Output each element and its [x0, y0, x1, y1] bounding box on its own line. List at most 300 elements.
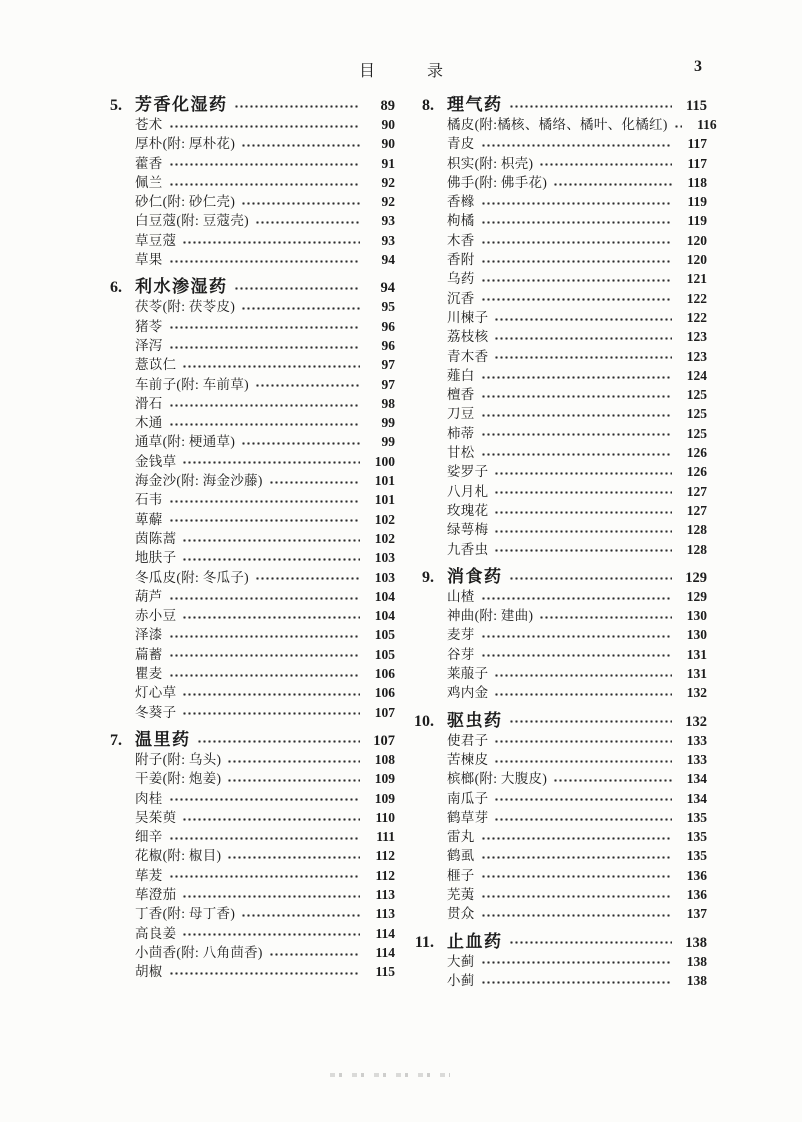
entry-page-number: 91: [381, 155, 395, 171]
entry-page-number: 99: [381, 415, 395, 431]
entry-title: 肉桂: [135, 790, 163, 806]
entry-page-number: 120: [686, 232, 707, 248]
toc-section-row: [407, 931, 707, 952]
section-page-number: 107: [373, 732, 395, 749]
toc-entry-row: [95, 510, 395, 529]
entry-page-number: 104: [374, 588, 395, 604]
entry-title: 地肤子: [135, 550, 177, 566]
entry-page-number: 122: [686, 309, 707, 325]
dot-leader: [227, 769, 360, 788]
entry-title: 绿萼梅: [447, 522, 489, 538]
entry-page-number: 112: [375, 848, 395, 864]
dot-leader: [481, 587, 672, 606]
dot-leader: [481, 424, 672, 443]
toc-entry-row: [407, 115, 717, 134]
dot-leader: [269, 471, 360, 490]
dot-leader: [255, 375, 360, 394]
scan-artifact: [330, 1073, 450, 1077]
dot-leader: [234, 276, 361, 297]
section-title: 止血药: [447, 931, 503, 951]
toc-entry-row: [407, 625, 707, 644]
toc-entry-row: [95, 231, 395, 250]
toc-entry-row: [95, 432, 395, 451]
entry-title: 八月札: [447, 483, 489, 499]
dot-leader: [255, 211, 360, 230]
entry-page-number: 97: [381, 376, 395, 392]
toc-entry-row: [95, 471, 395, 490]
toc-entry-row: [95, 846, 395, 865]
dot-leader: [197, 729, 361, 750]
toc-entry-row: [407, 885, 707, 904]
entry-page-number: 90: [381, 117, 395, 132]
entry-title: 谷芽: [447, 646, 475, 662]
section-number: 9.: [422, 568, 434, 586]
entry-page-number: 102: [374, 511, 395, 527]
entry-title: 丁香(附: 母丁香): [135, 906, 236, 922]
entry-title: 荔枝核: [447, 329, 489, 345]
entry-title: 佩兰: [135, 174, 163, 190]
section-title: 利水渗湿药: [135, 277, 228, 297]
section-page-number: 115: [686, 98, 707, 114]
entry-title: 乌药: [447, 271, 475, 287]
entry-page-number: 107: [374, 704, 395, 720]
entry-page-number: 123: [686, 329, 707, 345]
entry-page-number: 129: [686, 588, 707, 604]
entry-page-number: 108: [374, 751, 395, 767]
entry-page-number: 113: [375, 886, 395, 902]
entry-page-number: 102: [374, 530, 395, 546]
dot-leader: [182, 703, 360, 722]
entry-page-number: 115: [375, 964, 395, 980]
entry-title: 青皮: [447, 136, 475, 152]
toc-entry-row: [95, 943, 395, 962]
dot-leader: [169, 115, 360, 134]
entry-title: 猪苓: [135, 318, 163, 334]
section-number: 10.: [414, 712, 434, 730]
entry-title: 茯苓(附: 茯苓皮): [135, 299, 236, 315]
entry-page-number: 125: [686, 387, 707, 403]
dot-leader: [241, 432, 360, 451]
dot-leader: [169, 587, 360, 606]
entry-title: 荜澄茄: [135, 886, 177, 902]
entry-page-number: 103: [374, 550, 395, 566]
toc-entry-row: [95, 568, 395, 587]
toc-entry-row: [95, 683, 395, 702]
entry-page-number: 119: [687, 213, 707, 229]
entry-title: 娑罗子: [447, 464, 489, 480]
toc-section-row: [95, 94, 395, 115]
toc-entry-row: [95, 703, 395, 722]
toc-entry-row: [95, 885, 395, 904]
dot-leader: [481, 971, 672, 990]
dot-leader: [481, 269, 672, 288]
toc-entry-row: [407, 385, 707, 404]
section-page-number: 94: [380, 280, 395, 297]
entry-title: 萆薢: [135, 511, 163, 527]
toc-entry-row: [407, 971, 707, 990]
entry-page-number: 105: [374, 646, 395, 662]
entry-title: 滑石: [135, 395, 163, 411]
entry-title: 玫瑰花: [447, 502, 489, 518]
entry-page-number: 127: [686, 483, 707, 499]
entry-title: 细辛: [135, 829, 163, 845]
entry-title: 薤白: [447, 367, 475, 383]
entry-title: 茵陈蒿: [135, 530, 177, 546]
entry-title: 佛手(附: 佛手花): [447, 174, 548, 190]
entry-title: 小茴香(附: 八角茴香): [135, 944, 263, 960]
section-number: 6.: [110, 279, 122, 297]
dot-leader: [169, 336, 360, 355]
entry-page-number: 109: [374, 771, 395, 787]
entry-title: 鹤草芽: [447, 809, 489, 825]
entry-title: 苍术: [135, 117, 163, 132]
entry-page-number: 106: [374, 666, 395, 682]
entry-title: 榧子: [447, 867, 475, 883]
toc-entry-row: [95, 192, 395, 211]
dot-leader: [494, 683, 672, 702]
dot-leader: [481, 134, 672, 153]
dot-leader: [494, 501, 672, 520]
entry-page-number: 135: [686, 848, 707, 864]
section-title: 芳香化湿药: [135, 95, 228, 114]
dot-leader: [494, 750, 672, 769]
toc-entry-row: [407, 366, 707, 385]
dot-leader: [182, 231, 360, 250]
toc-entry-row: [407, 250, 707, 269]
entry-page-number: 135: [686, 829, 707, 845]
dot-leader: [509, 710, 673, 731]
dot-leader: [481, 366, 672, 385]
entry-page-number: 137: [686, 906, 707, 922]
dot-leader: [169, 490, 360, 509]
entry-title: 泽泻: [135, 337, 163, 353]
entry-title: 高良姜: [135, 925, 177, 941]
dot-leader: [494, 482, 672, 501]
entry-title: 香附: [447, 252, 475, 268]
entry-title: 芜荑: [447, 886, 475, 902]
toc-column-left: [95, 94, 395, 990]
toc-entry-row: [407, 173, 707, 192]
dot-leader: [241, 297, 360, 316]
entry-title: 厚朴(附: 厚朴花): [135, 136, 236, 152]
dot-leader: [169, 154, 360, 173]
toc-entry-row: [407, 769, 707, 788]
page-title-char: 目: [358, 63, 375, 80]
page-title-char: 录: [427, 63, 444, 80]
entry-title: 枸橘: [447, 213, 475, 229]
toc-entry-row: [407, 308, 707, 327]
toc-entry-row: [407, 404, 707, 423]
toc-entry-row: [407, 134, 707, 153]
entry-title: 檀香: [447, 387, 475, 403]
toc-entry-row: [407, 482, 707, 501]
dot-leader: [182, 924, 360, 943]
entry-title: 葫芦: [135, 588, 163, 604]
dot-leader: [509, 566, 673, 587]
dot-leader: [494, 327, 672, 346]
entry-page-number: 97: [381, 357, 395, 373]
toc-columns: [95, 94, 717, 990]
dot-leader: [481, 866, 672, 885]
dot-leader: [255, 568, 360, 587]
toc-entry-row: [95, 375, 395, 394]
dot-leader: [182, 606, 360, 625]
section-title: 理气药: [447, 95, 503, 114]
dot-leader: [182, 529, 360, 548]
entry-page-number: 103: [374, 569, 395, 585]
entry-page-number: 118: [687, 174, 707, 190]
dot-leader: [481, 231, 672, 250]
entry-page-number: 130: [686, 627, 707, 643]
dot-leader: [481, 645, 672, 664]
toc-entry-row: [95, 250, 395, 269]
dot-leader: [481, 846, 672, 865]
dot-leader: [169, 317, 360, 336]
toc-entry-row: [95, 625, 395, 644]
toc-entry-row: [95, 769, 395, 788]
dot-leader: [182, 548, 360, 567]
entry-page-number: 124: [686, 367, 707, 383]
dot-leader: [509, 94, 673, 115]
entry-page-number: 117: [687, 136, 707, 152]
entry-title: 川楝子: [447, 309, 489, 325]
entry-page-number: 101: [374, 492, 395, 508]
entry-title: 冬葵子: [135, 704, 177, 720]
entry-title: 灯心草: [135, 685, 177, 701]
toc-entry-row: [407, 520, 707, 539]
entry-page-number: 104: [374, 608, 395, 624]
dot-leader: [494, 789, 672, 808]
entry-title: 南瓜子: [447, 790, 489, 806]
section-page-number: 89: [380, 98, 395, 114]
toc-entry-row: [95, 317, 395, 336]
toc-entry-row: [407, 192, 707, 211]
entry-page-number: 92: [381, 194, 395, 210]
dot-leader: [481, 289, 672, 308]
toc-entry-row: [407, 645, 707, 664]
entry-title: 海金沙(附: 海金沙藤): [135, 473, 263, 489]
section-page-number: 132: [685, 713, 707, 730]
entry-title: 槟榔(附: 大腹皮): [447, 771, 548, 787]
entry-page-number: 127: [686, 502, 707, 518]
dot-leader: [494, 308, 672, 327]
section-title: 温里药: [135, 729, 191, 749]
entry-page-number: 131: [686, 646, 707, 662]
dot-leader: [169, 866, 360, 885]
dot-leader: [241, 904, 360, 923]
toc-entry-row: [407, 846, 707, 865]
dot-leader: [182, 885, 360, 904]
section-page-number: 138: [685, 934, 707, 951]
section-number: 11.: [414, 933, 434, 951]
entry-title: 沉香: [447, 290, 475, 306]
dot-leader: [481, 885, 672, 904]
toc-entry-row: [407, 664, 707, 683]
dot-leader: [182, 355, 360, 374]
entry-title: 青木香: [447, 348, 489, 364]
toc-entry-row: [95, 529, 395, 548]
entry-title: 萹蓄: [135, 646, 163, 662]
toc-section-row: [95, 276, 395, 297]
entry-title: 薏苡仁: [135, 357, 177, 373]
entry-page-number: 117: [687, 155, 707, 171]
dot-leader: [494, 731, 672, 750]
entry-title: 香橼: [447, 194, 475, 210]
toc-entry-row: [95, 962, 395, 981]
toc-column-right: [407, 94, 717, 990]
entry-title: 莱菔子: [447, 666, 489, 682]
entry-title: 赤小豆: [135, 608, 177, 624]
toc-entry-row: [95, 154, 395, 173]
entry-page-number: 125: [686, 406, 707, 422]
entry-page-number: 113: [375, 906, 395, 922]
dot-leader: [494, 664, 672, 683]
entry-page-number: 125: [686, 425, 707, 441]
dot-leader: [553, 769, 672, 788]
toc-entry-row: [407, 154, 707, 173]
dot-leader: [169, 625, 360, 644]
entry-page-number: 133: [686, 751, 707, 767]
entry-page-number: 99: [381, 434, 395, 450]
entry-title: 刀豆: [447, 406, 475, 422]
toc-entry-row: [407, 789, 707, 808]
dot-leader: [481, 827, 672, 846]
entry-page-number: 93: [381, 232, 395, 248]
toc-entry-row: [407, 269, 707, 288]
dot-leader: [169, 394, 360, 413]
entry-page-number: 94: [381, 252, 395, 268]
entry-page-number: 96: [381, 318, 395, 334]
toc-entry-row: [407, 540, 707, 559]
dot-leader: [169, 413, 360, 432]
entry-page-number: 109: [374, 790, 395, 806]
toc-entry-row: [407, 211, 707, 230]
entry-title: 使君子: [447, 732, 489, 748]
toc-entry-row: [407, 327, 707, 346]
entry-title: 小蓟: [447, 972, 475, 988]
dot-leader: [539, 154, 672, 173]
section-number: 8.: [422, 97, 434, 114]
toc-section-row: [407, 710, 707, 731]
dot-leader: [481, 625, 672, 644]
toc-entry-row: [95, 664, 395, 683]
entry-page-number: 95: [381, 299, 395, 315]
entry-title: 吴茱萸: [135, 809, 177, 825]
toc-entry-row: [407, 731, 707, 750]
toc-entry-row: [407, 683, 707, 702]
dot-leader: [494, 462, 672, 481]
toc-entry-row: [95, 904, 395, 923]
toc-entry-row: [95, 645, 395, 664]
dot-leader: [509, 931, 673, 952]
toc-entry-row: [95, 134, 395, 153]
dot-leader: [481, 952, 672, 971]
dot-leader: [494, 520, 672, 539]
toc-entry-row: [95, 336, 395, 355]
toc-entry-row: [407, 289, 707, 308]
entry-title: 车前子(附: 车前草): [135, 376, 249, 392]
entry-page-number: 122: [686, 290, 707, 306]
entry-page-number: 112: [375, 867, 395, 883]
entry-page-number: 119: [687, 194, 707, 210]
entry-page-number: 134: [686, 790, 707, 806]
section-page-number: 129: [685, 569, 707, 586]
toc-entry-row: [95, 789, 395, 808]
toc-section-row: [95, 729, 395, 750]
section-title: 驱虫药: [447, 710, 503, 730]
entry-title: 九香虫: [447, 541, 489, 557]
entry-title: 麦芽: [447, 627, 475, 643]
dot-leader: [481, 211, 672, 230]
entry-page-number: 106: [374, 685, 395, 701]
entry-page-number: 134: [686, 771, 707, 787]
entry-title: 附子(附: 乌头): [135, 751, 222, 767]
toc-entry-row: [95, 827, 395, 846]
entry-page-number: 96: [381, 337, 395, 353]
entry-page-number: 120: [686, 252, 707, 268]
entry-page-number: 111: [376, 829, 395, 845]
dot-leader: [481, 192, 672, 211]
entry-title: 藿香: [135, 155, 163, 171]
dot-leader: [169, 962, 360, 981]
entry-title: 苦楝皮: [447, 751, 489, 767]
dot-leader: [674, 115, 682, 134]
section-number: 7.: [110, 731, 122, 749]
entry-title: 橘皮(附:橘核、橘络、橘叶、化橘红): [447, 117, 668, 132]
toc-entry-row: [95, 297, 395, 316]
toc-entry-row: [407, 866, 707, 885]
entry-title: 砂仁(附: 砂仁壳): [135, 194, 236, 210]
toc-entry-row: [407, 808, 707, 827]
entry-title: 石韦: [135, 492, 163, 508]
entry-page-number: 98: [381, 395, 395, 411]
toc-entry-row: [95, 394, 395, 413]
entry-page-number: 116: [697, 117, 717, 132]
toc-entry-row: [407, 606, 707, 625]
dot-leader: [227, 846, 360, 865]
entry-title: 神曲(附: 建曲): [447, 608, 534, 624]
entry-page-number: 131: [686, 666, 707, 682]
dot-leader: [269, 943, 360, 962]
toc-entry-row: [407, 904, 707, 923]
dot-leader: [494, 347, 672, 366]
toc-entry-row: [95, 211, 395, 230]
dot-leader: [481, 385, 672, 404]
toc-entry-row: [407, 443, 707, 462]
toc-entry-row: [407, 424, 707, 443]
running-head: [0, 0, 802, 82]
entry-title: 胡椒: [135, 964, 163, 980]
dot-leader: [481, 443, 672, 462]
dot-leader: [169, 510, 360, 529]
entry-title: 雷丸: [447, 829, 475, 845]
toc-entry-row: [95, 413, 395, 432]
entry-title: 草果: [135, 252, 163, 268]
entry-title: 大蓟: [447, 953, 475, 969]
entry-title: 荜茇: [135, 867, 163, 883]
entry-title: 山楂: [447, 588, 475, 604]
entry-title: 枳实(附: 枳壳): [447, 155, 534, 171]
section-title: 消食药: [447, 566, 503, 586]
dot-leader: [169, 827, 360, 846]
dot-leader: [553, 173, 672, 192]
toc-entry-row: [95, 866, 395, 885]
entry-page-number: 92: [381, 174, 395, 190]
dot-leader: [481, 904, 672, 923]
dot-leader: [241, 134, 360, 153]
entry-page-number: 126: [686, 464, 707, 480]
entry-title: 花椒(附: 椒目): [135, 848, 222, 864]
